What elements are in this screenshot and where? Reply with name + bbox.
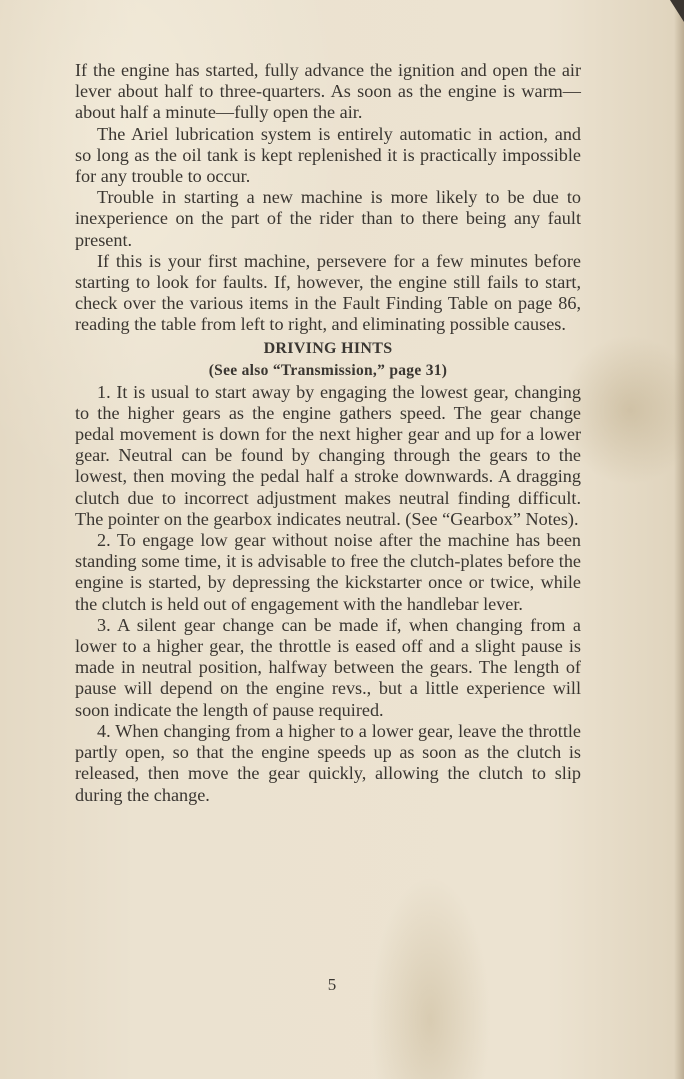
corner-mark [670, 0, 684, 22]
intro-paragraph-1: If the engine has started, fully advance the ignition and open the air lever about half to three-quarters. As soon as the engine is warm—about half a minute—fully open the air. [75, 60, 581, 123]
intro-paragraph-2: The Ariel lubrication system is entirely automatic in action, and so long as the oil tank is kept replenished it is practically impossible for any trouble to occur. [75, 123, 581, 187]
page-text [75, 60, 581, 806]
section-subheading: (See also “Transmission,” page 31) [208, 361, 448, 379]
intro-paragraph-4: If this is your first machine, persevere for a few minutes before starting to look for faults. If, however, the engine still fails to start, check over the various items in the Fault Finding Table on page 86, reading the table from left to right, and eliminating possible causes. [75, 250, 581, 335]
section-heading: DRIVING HINTS [263, 339, 393, 357]
page-number: 5 [327, 975, 337, 994]
page-edge-shadow [674, 0, 684, 1079]
hint-paragraph-1: 1. It is usual to start away by engaging the lowest gear, changing to the higher gears as the engine gathers speed. The gear change pedal movement is down for the next higher gear and up for a lower gear. Neutral can be found by changing through the gears to the lowest, then moving the pedal half a stroke downwards. A dragging clutch due to incorrect adjustment makes neutral finding difficult. The pointer on the gearbox indicates neutral. (See “Gearbox” Notes). [75, 381, 581, 529]
hint-paragraph-2: 2. To engage low gear without noise after the machine has been standing some time, it is advisable to free the clutch-plates before the engine is started, by depressing the kickstarter once or twice, while the clutch is held out of engagement with the handlebar lever. [75, 530, 581, 614]
intro-paragraph-3: Trouble in starting a new machine is more likely to be due to inexperience on the part of the rider than to there being any fault present. [75, 187, 581, 250]
hint-paragraph-3: 3. A silent gear change can be made if, when changing from a lower to a higher gear, the throttle is eased off and a slight pause is made in neutral position, halfway between the gears. The length of pause will depend on the engine revs., but a little experience will soon indicate the length of pause required. [75, 614, 581, 720]
hint-paragraph-4: 4. When changing from a higher to a lower gear, leave the throttle partly open, so that the engine speeds up as soon as the clutch is released, then move the gear quickly, allowing the clutch to slip during the change. [75, 720, 581, 805]
